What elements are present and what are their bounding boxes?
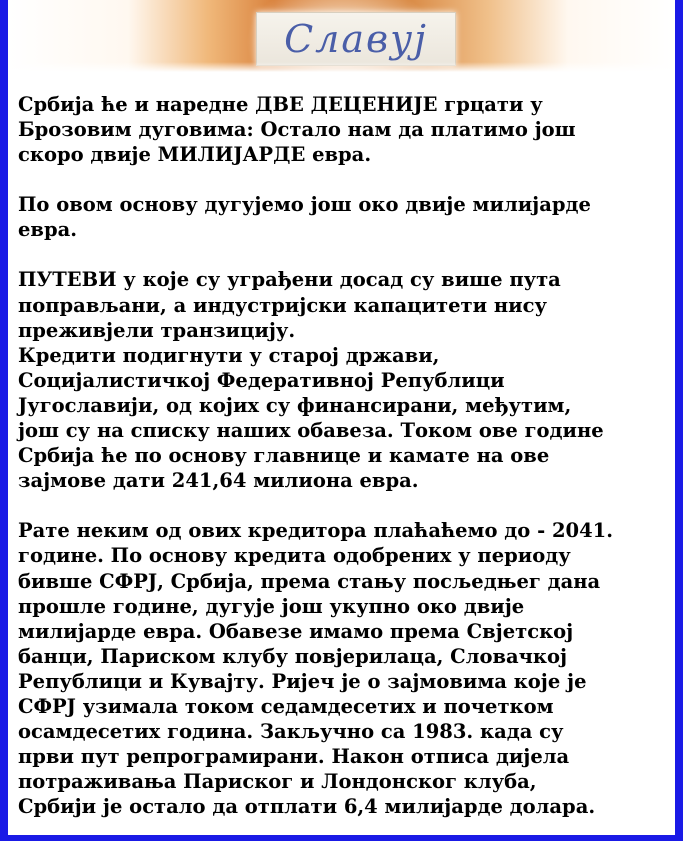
logo-text: Славуј bbox=[284, 17, 428, 61]
article-paragraph-credits: Кредити подигнути у старој држави, Социјалистичкој Федеративној Републици Југославији, од којих су финансирани, међутим, још су на списку наших обавеза. Током ове године Србија ће по основу главнице и камате на ове зајмове дати 241,64 милиона евра. bbox=[18, 343, 604, 493]
logo bbox=[256, 12, 456, 66]
article-body bbox=[18, 92, 670, 844]
article-paragraph-headline: Србија ће и наредне ДВЕ ДЕЦЕНИЈЕ грцати у Брозовим дуговима: Остало нам да платимо још скоро двије МИЛИЈАРДЕ евра. bbox=[18, 93, 576, 167]
header-banner bbox=[8, 0, 675, 72]
article-paragraph-roads: ПУТЕВИ у које су уграђени досад су више пута поправљани, а индустријски капацитети нису преживјели транзицију. bbox=[18, 268, 561, 342]
article-paragraph-installments: Рате неким од ових кредитора плаћаћемо до - 2041. године. По основу кредита одобрених у периоду бивше СФРЈ, Србија, према стању посљедњег дана прошле године, дугује још укупно око двије милијарде евра. Обавезе имамо према Свјетској банци, Париском клубу повјерилаца, Словачкој Републици и Кувајту. Ријеч је о зајмовима које је СФРЈ узимала током седамдесетих и почетком осамдесетих година. Закључно са 1983. када су први пут репрограмирани. Након отписа дијела потраживања Париског и Лондонског клуба, Србији је остало да отплати 6,4 милијарде долара. bbox=[18, 519, 614, 819]
article-paragraph-debt-summary: По овом основу дугујемо још око двије милијарде евра. bbox=[18, 193, 591, 242]
